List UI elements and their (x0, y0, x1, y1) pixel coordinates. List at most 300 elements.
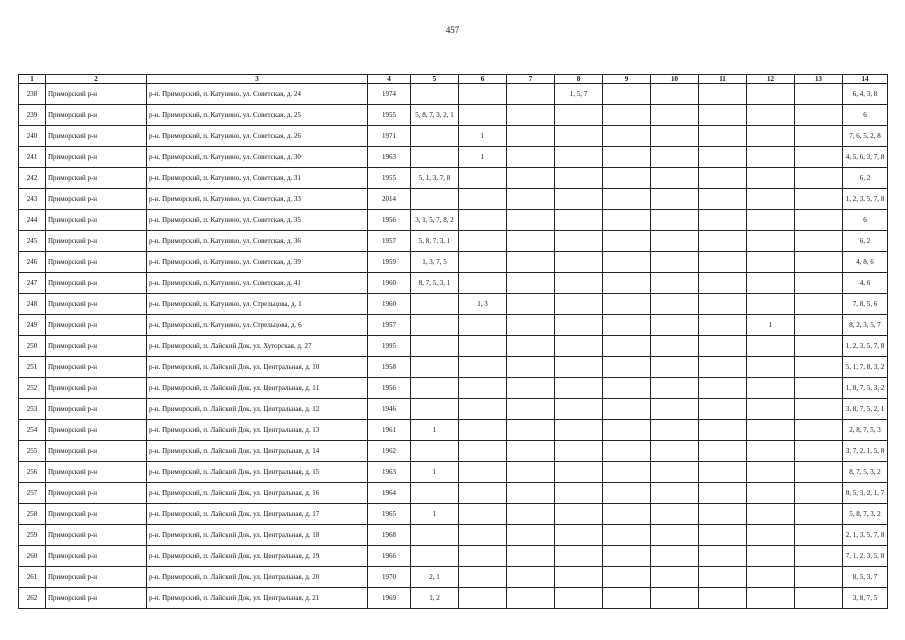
address-cell: р-н. Приморский, п. Лайский Док, ул. Центральная, д. 14 (147, 441, 368, 462)
code-col-13-cell (795, 168, 843, 189)
code-col-7-cell (507, 168, 555, 189)
code-col-10-cell (651, 189, 699, 210)
address-cell: р-н. Приморский, п. Лайский Док, ул. Хуторская, д. 27 (147, 336, 368, 357)
table-row (19, 105, 888, 126)
code-col-7-cell (507, 462, 555, 483)
code-col-11-cell (699, 378, 747, 399)
code-col-5-cell (411, 126, 459, 147)
code-col-9-cell (603, 126, 651, 147)
district-cell: Приморский р-н (46, 252, 147, 273)
code-col-5-cell: 1 (411, 504, 459, 525)
address-cell: р-н. Приморский, п. Катунино, ул. Стрельцова, д. 1 (147, 294, 368, 315)
code-col-7-cell (507, 378, 555, 399)
row-number-cell: 248 (19, 294, 46, 315)
code-col-9-cell (603, 378, 651, 399)
table-row (19, 294, 888, 315)
code-col-10-cell (651, 105, 699, 126)
code-col-5-cell (411, 399, 459, 420)
code-col-8-cell: 1, 5, 7 (555, 84, 603, 105)
code-col-12-cell (747, 546, 795, 567)
code-col-9-cell (603, 420, 651, 441)
code-col-10-cell (651, 588, 699, 609)
code-col-13-cell (795, 210, 843, 231)
code-col-13-cell (795, 273, 843, 294)
code-col-9-cell (603, 168, 651, 189)
district-cell: Приморский р-н (46, 399, 147, 420)
district-cell: Приморский р-н (46, 168, 147, 189)
column-header-4: 4 (368, 75, 411, 84)
column-header-13: 13 (795, 75, 843, 84)
code-col-12-cell (747, 105, 795, 126)
code-col-11-cell (699, 189, 747, 210)
code-col-5-cell: 8, 7, 5, 3, 1 (411, 273, 459, 294)
code-col-10-cell (651, 420, 699, 441)
address-cell: р-н. Приморский, п. Лайский Док, ул. Центральная, д. 12 (147, 399, 368, 420)
district-cell: Приморский р-н (46, 504, 147, 525)
code-col-8-cell (555, 399, 603, 420)
code-col-5-cell: 2, 1 (411, 567, 459, 588)
code-col-7-cell (507, 189, 555, 210)
row-number-cell: 262 (19, 588, 46, 609)
code-col-14-cell: 1, 2, 3, 5, 7, 8 (843, 189, 888, 210)
build-year-cell: 1955 (368, 105, 411, 126)
address-cell: р-н. Приморский, п. Катунино, ул. Советская, д. 35 (147, 210, 368, 231)
code-col-8-cell (555, 546, 603, 567)
code-col-7-cell (507, 546, 555, 567)
code-col-9-cell (603, 483, 651, 504)
build-year-cell: 1961 (368, 420, 411, 441)
district-cell: Приморский р-н (46, 441, 147, 462)
table-row (19, 210, 888, 231)
build-year-cell: 1959 (368, 252, 411, 273)
build-year-cell: 1974 (368, 84, 411, 105)
code-col-10-cell (651, 210, 699, 231)
code-col-8-cell (555, 252, 603, 273)
code-col-12-cell (747, 567, 795, 588)
address-cell: р-н. Приморский, п. Катунино, ул. Советская, д. 26 (147, 126, 368, 147)
address-cell: р-н. Приморский, п. Лайский Док, ул. Центральная, д. 15 (147, 462, 368, 483)
code-col-12-cell (747, 210, 795, 231)
code-col-6-cell (459, 441, 507, 462)
code-col-6-cell (459, 420, 507, 441)
code-col-9-cell (603, 336, 651, 357)
code-col-9-cell (603, 567, 651, 588)
build-year-cell: 1971 (368, 126, 411, 147)
build-year-cell: 1962 (368, 441, 411, 462)
table-row (19, 483, 888, 504)
row-number-cell: 241 (19, 147, 46, 168)
code-col-13-cell (795, 126, 843, 147)
code-col-10-cell (651, 168, 699, 189)
address-cell: р-н. Приморский, п. Лайский Док, ул. Центральная, д. 20 (147, 567, 368, 588)
code-col-12-cell (747, 420, 795, 441)
code-col-14-cell: 1, 8, 7, 5, 3, 2 (843, 378, 888, 399)
code-col-12-cell (747, 525, 795, 546)
code-col-11-cell (699, 399, 747, 420)
code-col-6-cell (459, 483, 507, 504)
code-col-7-cell (507, 105, 555, 126)
table-row (19, 399, 888, 420)
district-cell: Приморский р-н (46, 525, 147, 546)
row-number-cell: 255 (19, 441, 46, 462)
code-col-13-cell (795, 84, 843, 105)
code-col-10-cell (651, 378, 699, 399)
code-col-12-cell (747, 84, 795, 105)
address-cell: р-н. Приморский, п. Катунино, ул. Советская, д. 33 (147, 189, 368, 210)
code-col-13-cell (795, 189, 843, 210)
code-col-14-cell: 3, 8, 7, 5, 2, 1 (843, 399, 888, 420)
row-number-cell: 239 (19, 105, 46, 126)
code-col-14-cell: 6 (843, 210, 888, 231)
code-col-10-cell (651, 525, 699, 546)
code-col-5-cell (411, 525, 459, 546)
code-col-12-cell (747, 126, 795, 147)
code-col-7-cell (507, 504, 555, 525)
code-col-6-cell (459, 84, 507, 105)
build-year-cell: 1964 (368, 483, 411, 504)
code-col-10-cell (651, 126, 699, 147)
code-col-10-cell (651, 231, 699, 252)
code-col-14-cell: 8, 2, 3, 5, 7 (843, 315, 888, 336)
address-cell: р-н. Приморский, п. Лайский Док, ул. Центральная, д. 16 (147, 483, 368, 504)
code-col-8-cell (555, 567, 603, 588)
code-col-11-cell (699, 231, 747, 252)
code-col-8-cell (555, 231, 603, 252)
code-col-9-cell (603, 504, 651, 525)
code-col-11-cell (699, 462, 747, 483)
code-col-7-cell (507, 231, 555, 252)
code-col-6-cell (459, 357, 507, 378)
code-col-6-cell (459, 525, 507, 546)
code-col-10-cell (651, 441, 699, 462)
row-number-cell: 259 (19, 525, 46, 546)
code-col-7-cell (507, 252, 555, 273)
build-year-cell: 1970 (368, 567, 411, 588)
code-col-8-cell (555, 294, 603, 315)
code-col-14-cell: 6, 2 (843, 168, 888, 189)
code-col-14-cell: 4, 6 (843, 273, 888, 294)
column-header-2: 2 (46, 75, 147, 84)
code-col-8-cell (555, 147, 603, 168)
code-col-11-cell (699, 588, 747, 609)
code-col-9-cell (603, 462, 651, 483)
code-col-12-cell (747, 378, 795, 399)
code-col-10-cell (651, 252, 699, 273)
row-number-cell: 260 (19, 546, 46, 567)
code-col-8-cell (555, 420, 603, 441)
code-col-9-cell (603, 84, 651, 105)
code-col-7-cell (507, 441, 555, 462)
code-col-5-cell: 1, 2 (411, 588, 459, 609)
code-col-13-cell (795, 483, 843, 504)
code-col-11-cell (699, 315, 747, 336)
row-number-cell: 243 (19, 189, 46, 210)
address-cell: р-н. Приморский, п. Катунино, ул. Советская, д. 30 (147, 147, 368, 168)
code-col-7-cell (507, 567, 555, 588)
code-col-7-cell (507, 210, 555, 231)
code-col-7-cell (507, 525, 555, 546)
code-col-13-cell (795, 252, 843, 273)
code-col-8-cell (555, 210, 603, 231)
code-col-12-cell (747, 462, 795, 483)
build-year-cell: 1995 (368, 336, 411, 357)
code-col-12-cell (747, 168, 795, 189)
code-col-7-cell (507, 84, 555, 105)
column-header-12: 12 (747, 75, 795, 84)
row-number-cell: 240 (19, 126, 46, 147)
address-cell: р-н. Приморский, п. Лайский Док, ул. Центральная, д. 17 (147, 504, 368, 525)
code-col-10-cell (651, 147, 699, 168)
table-row (19, 273, 888, 294)
build-year-cell: 1969 (368, 588, 411, 609)
build-year-cell: 2014 (368, 189, 411, 210)
code-col-14-cell: 2, 1, 3, 5, 7, 8 (843, 525, 888, 546)
district-cell: Приморский р-н (46, 84, 147, 105)
code-col-10-cell (651, 504, 699, 525)
code-col-9-cell (603, 294, 651, 315)
code-col-6-cell (459, 546, 507, 567)
code-col-14-cell: 7, 6, 5, 2, 8 (843, 126, 888, 147)
code-col-11-cell (699, 525, 747, 546)
code-col-6-cell (459, 273, 507, 294)
code-col-7-cell (507, 357, 555, 378)
row-number-cell: 258 (19, 504, 46, 525)
code-col-9-cell (603, 189, 651, 210)
code-col-8-cell (555, 588, 603, 609)
row-number-cell: 246 (19, 252, 46, 273)
housing-registry-table (18, 74, 888, 609)
code-col-13-cell (795, 504, 843, 525)
district-cell: Приморский р-н (46, 210, 147, 231)
column-header-1: 1 (19, 75, 46, 84)
code-col-6-cell (459, 378, 507, 399)
district-cell: Приморский р-н (46, 189, 147, 210)
code-col-9-cell (603, 147, 651, 168)
code-col-6-cell (459, 315, 507, 336)
header-row (19, 75, 888, 84)
row-number-cell: 256 (19, 462, 46, 483)
code-col-5-cell: 1 (411, 420, 459, 441)
code-col-13-cell (795, 315, 843, 336)
code-col-12-cell (747, 294, 795, 315)
address-cell: р-н. Приморский, п. Лайский Док, ул. Центральная, д. 13 (147, 420, 368, 441)
code-col-11-cell (699, 546, 747, 567)
code-col-6-cell: 1 (459, 126, 507, 147)
code-col-13-cell (795, 294, 843, 315)
table-row (19, 441, 888, 462)
code-col-10-cell (651, 399, 699, 420)
code-col-13-cell (795, 462, 843, 483)
code-col-5-cell (411, 378, 459, 399)
code-col-14-cell: 4, 8, 6 (843, 252, 888, 273)
code-col-13-cell (795, 546, 843, 567)
code-col-6-cell (459, 462, 507, 483)
code-col-12-cell (747, 357, 795, 378)
code-col-9-cell (603, 315, 651, 336)
district-cell: Приморский р-н (46, 126, 147, 147)
code-col-6-cell (459, 336, 507, 357)
district-cell: Приморский р-н (46, 105, 147, 126)
district-cell: Приморский р-н (46, 420, 147, 441)
code-col-8-cell (555, 441, 603, 462)
code-col-12-cell (747, 252, 795, 273)
code-col-11-cell (699, 126, 747, 147)
code-col-9-cell (603, 210, 651, 231)
row-number-cell: 247 (19, 273, 46, 294)
code-col-13-cell (795, 525, 843, 546)
table-row (19, 189, 888, 210)
district-cell: Приморский р-н (46, 462, 147, 483)
row-number-cell: 238 (19, 84, 46, 105)
district-cell: Приморский р-н (46, 567, 147, 588)
row-number-cell: 261 (19, 567, 46, 588)
code-col-7-cell (507, 273, 555, 294)
district-cell: Приморский р-н (46, 273, 147, 294)
code-col-10-cell (651, 567, 699, 588)
table-row (19, 126, 888, 147)
code-col-10-cell (651, 546, 699, 567)
code-col-6-cell (459, 567, 507, 588)
build-year-cell: 1968 (368, 525, 411, 546)
code-col-14-cell: 3, 7, 2, 1, 5, 8 (843, 441, 888, 462)
code-col-5-cell: 5, 8, 7, 3, 2, 1 (411, 105, 459, 126)
code-col-6-cell: 1 (459, 147, 507, 168)
code-col-7-cell (507, 399, 555, 420)
code-col-13-cell (795, 399, 843, 420)
code-col-6-cell (459, 252, 507, 273)
code-col-14-cell: 4, 5, 6, 3, 7, 8 (843, 147, 888, 168)
code-col-12-cell (747, 147, 795, 168)
build-year-cell: 1960 (368, 273, 411, 294)
code-col-12-cell (747, 273, 795, 294)
table-row (19, 462, 888, 483)
code-col-6-cell (459, 105, 507, 126)
code-col-8-cell (555, 315, 603, 336)
district-cell: Приморский р-н (46, 231, 147, 252)
address-cell: р-н. Приморский, п. Катунино, ул. Советская, д. 36 (147, 231, 368, 252)
code-col-10-cell (651, 483, 699, 504)
code-col-14-cell: 8, 5, 3, 2, 1, 7 (843, 483, 888, 504)
code-col-7-cell (507, 294, 555, 315)
code-col-11-cell (699, 105, 747, 126)
code-col-13-cell (795, 441, 843, 462)
row-number-cell: 242 (19, 168, 46, 189)
row-number-cell: 254 (19, 420, 46, 441)
code-col-7-cell (507, 336, 555, 357)
code-col-14-cell: 1, 2, 3, 5, 7, 8 (843, 336, 888, 357)
code-col-8-cell (555, 273, 603, 294)
code-col-10-cell (651, 84, 699, 105)
code-col-8-cell (555, 126, 603, 147)
code-col-11-cell (699, 357, 747, 378)
address-cell: р-н. Приморский, п. Катунино, ул. Советская, д. 31 (147, 168, 368, 189)
code-col-13-cell (795, 231, 843, 252)
code-col-8-cell (555, 462, 603, 483)
district-cell: Приморский р-н (46, 315, 147, 336)
code-col-13-cell (795, 336, 843, 357)
district-cell: Приморский р-н (46, 336, 147, 357)
code-col-7-cell (507, 147, 555, 168)
code-col-6-cell (459, 588, 507, 609)
code-col-12-cell (747, 189, 795, 210)
district-cell: Приморский р-н (46, 483, 147, 504)
code-col-7-cell (507, 588, 555, 609)
code-col-6-cell (459, 504, 507, 525)
code-col-12-cell (747, 399, 795, 420)
build-year-cell: 1965 (368, 504, 411, 525)
code-col-14-cell: 6, 2 (843, 231, 888, 252)
code-col-8-cell (555, 504, 603, 525)
table-row (19, 147, 888, 168)
code-col-9-cell (603, 105, 651, 126)
build-year-cell: 1956 (368, 210, 411, 231)
row-number-cell: 244 (19, 210, 46, 231)
build-year-cell: 1966 (368, 546, 411, 567)
code-col-5-cell (411, 441, 459, 462)
code-col-9-cell (603, 273, 651, 294)
build-year-cell: 1960 (368, 294, 411, 315)
build-year-cell: 1946 (368, 399, 411, 420)
code-col-13-cell (795, 147, 843, 168)
code-col-12-cell: 1 (747, 315, 795, 336)
table-row (19, 420, 888, 441)
code-col-5-cell (411, 483, 459, 504)
code-col-14-cell: 6, 4, 3, 8 (843, 84, 888, 105)
code-col-14-cell: 2, 8, 7, 5, 3 (843, 420, 888, 441)
code-col-11-cell (699, 294, 747, 315)
code-col-5-cell (411, 336, 459, 357)
address-cell: р-н. Приморский, п. Лайский Док, ул. Центральная, д. 21 (147, 588, 368, 609)
row-number-cell: 252 (19, 378, 46, 399)
code-col-8-cell (555, 189, 603, 210)
code-col-8-cell (555, 357, 603, 378)
column-header-6: 6 (459, 75, 507, 84)
table-row (19, 567, 888, 588)
build-year-cell: 1957 (368, 231, 411, 252)
page-number: 457 (445, 25, 460, 35)
build-year-cell: 1956 (368, 378, 411, 399)
code-col-13-cell (795, 567, 843, 588)
address-cell: р-н. Приморский, п. Катунино, ул. Советская, д. 25 (147, 105, 368, 126)
code-col-5-cell: 3, 1, 5, 7, 8, 2 (411, 210, 459, 231)
address-cell: р-н. Приморский, п. Катунино, ул. Советская, д. 41 (147, 273, 368, 294)
table-row (19, 525, 888, 546)
code-col-9-cell (603, 525, 651, 546)
code-col-10-cell (651, 315, 699, 336)
code-col-9-cell (603, 399, 651, 420)
code-col-10-cell (651, 294, 699, 315)
code-col-11-cell (699, 147, 747, 168)
column-header-5: 5 (411, 75, 459, 84)
code-col-12-cell (747, 336, 795, 357)
code-col-5-cell: 5, 1, 3, 7, 8 (411, 168, 459, 189)
code-col-11-cell (699, 252, 747, 273)
code-col-8-cell (555, 105, 603, 126)
table-row (19, 168, 888, 189)
address-cell: р-н. Приморский, п. Лайский Док, ул. Центральная, д. 18 (147, 525, 368, 546)
code-col-5-cell (411, 546, 459, 567)
code-col-12-cell (747, 588, 795, 609)
table-row (19, 315, 888, 336)
code-col-11-cell (699, 483, 747, 504)
address-cell: р-н. Приморский, п. Лайский Док, ул. Центральная, д. 11 (147, 378, 368, 399)
column-header-14: 14 (843, 75, 888, 84)
code-col-5-cell (411, 84, 459, 105)
code-col-14-cell: 8, 7, 5, 3, 2 (843, 462, 888, 483)
code-col-11-cell (699, 420, 747, 441)
code-col-5-cell: 1 (411, 462, 459, 483)
code-col-8-cell (555, 483, 603, 504)
